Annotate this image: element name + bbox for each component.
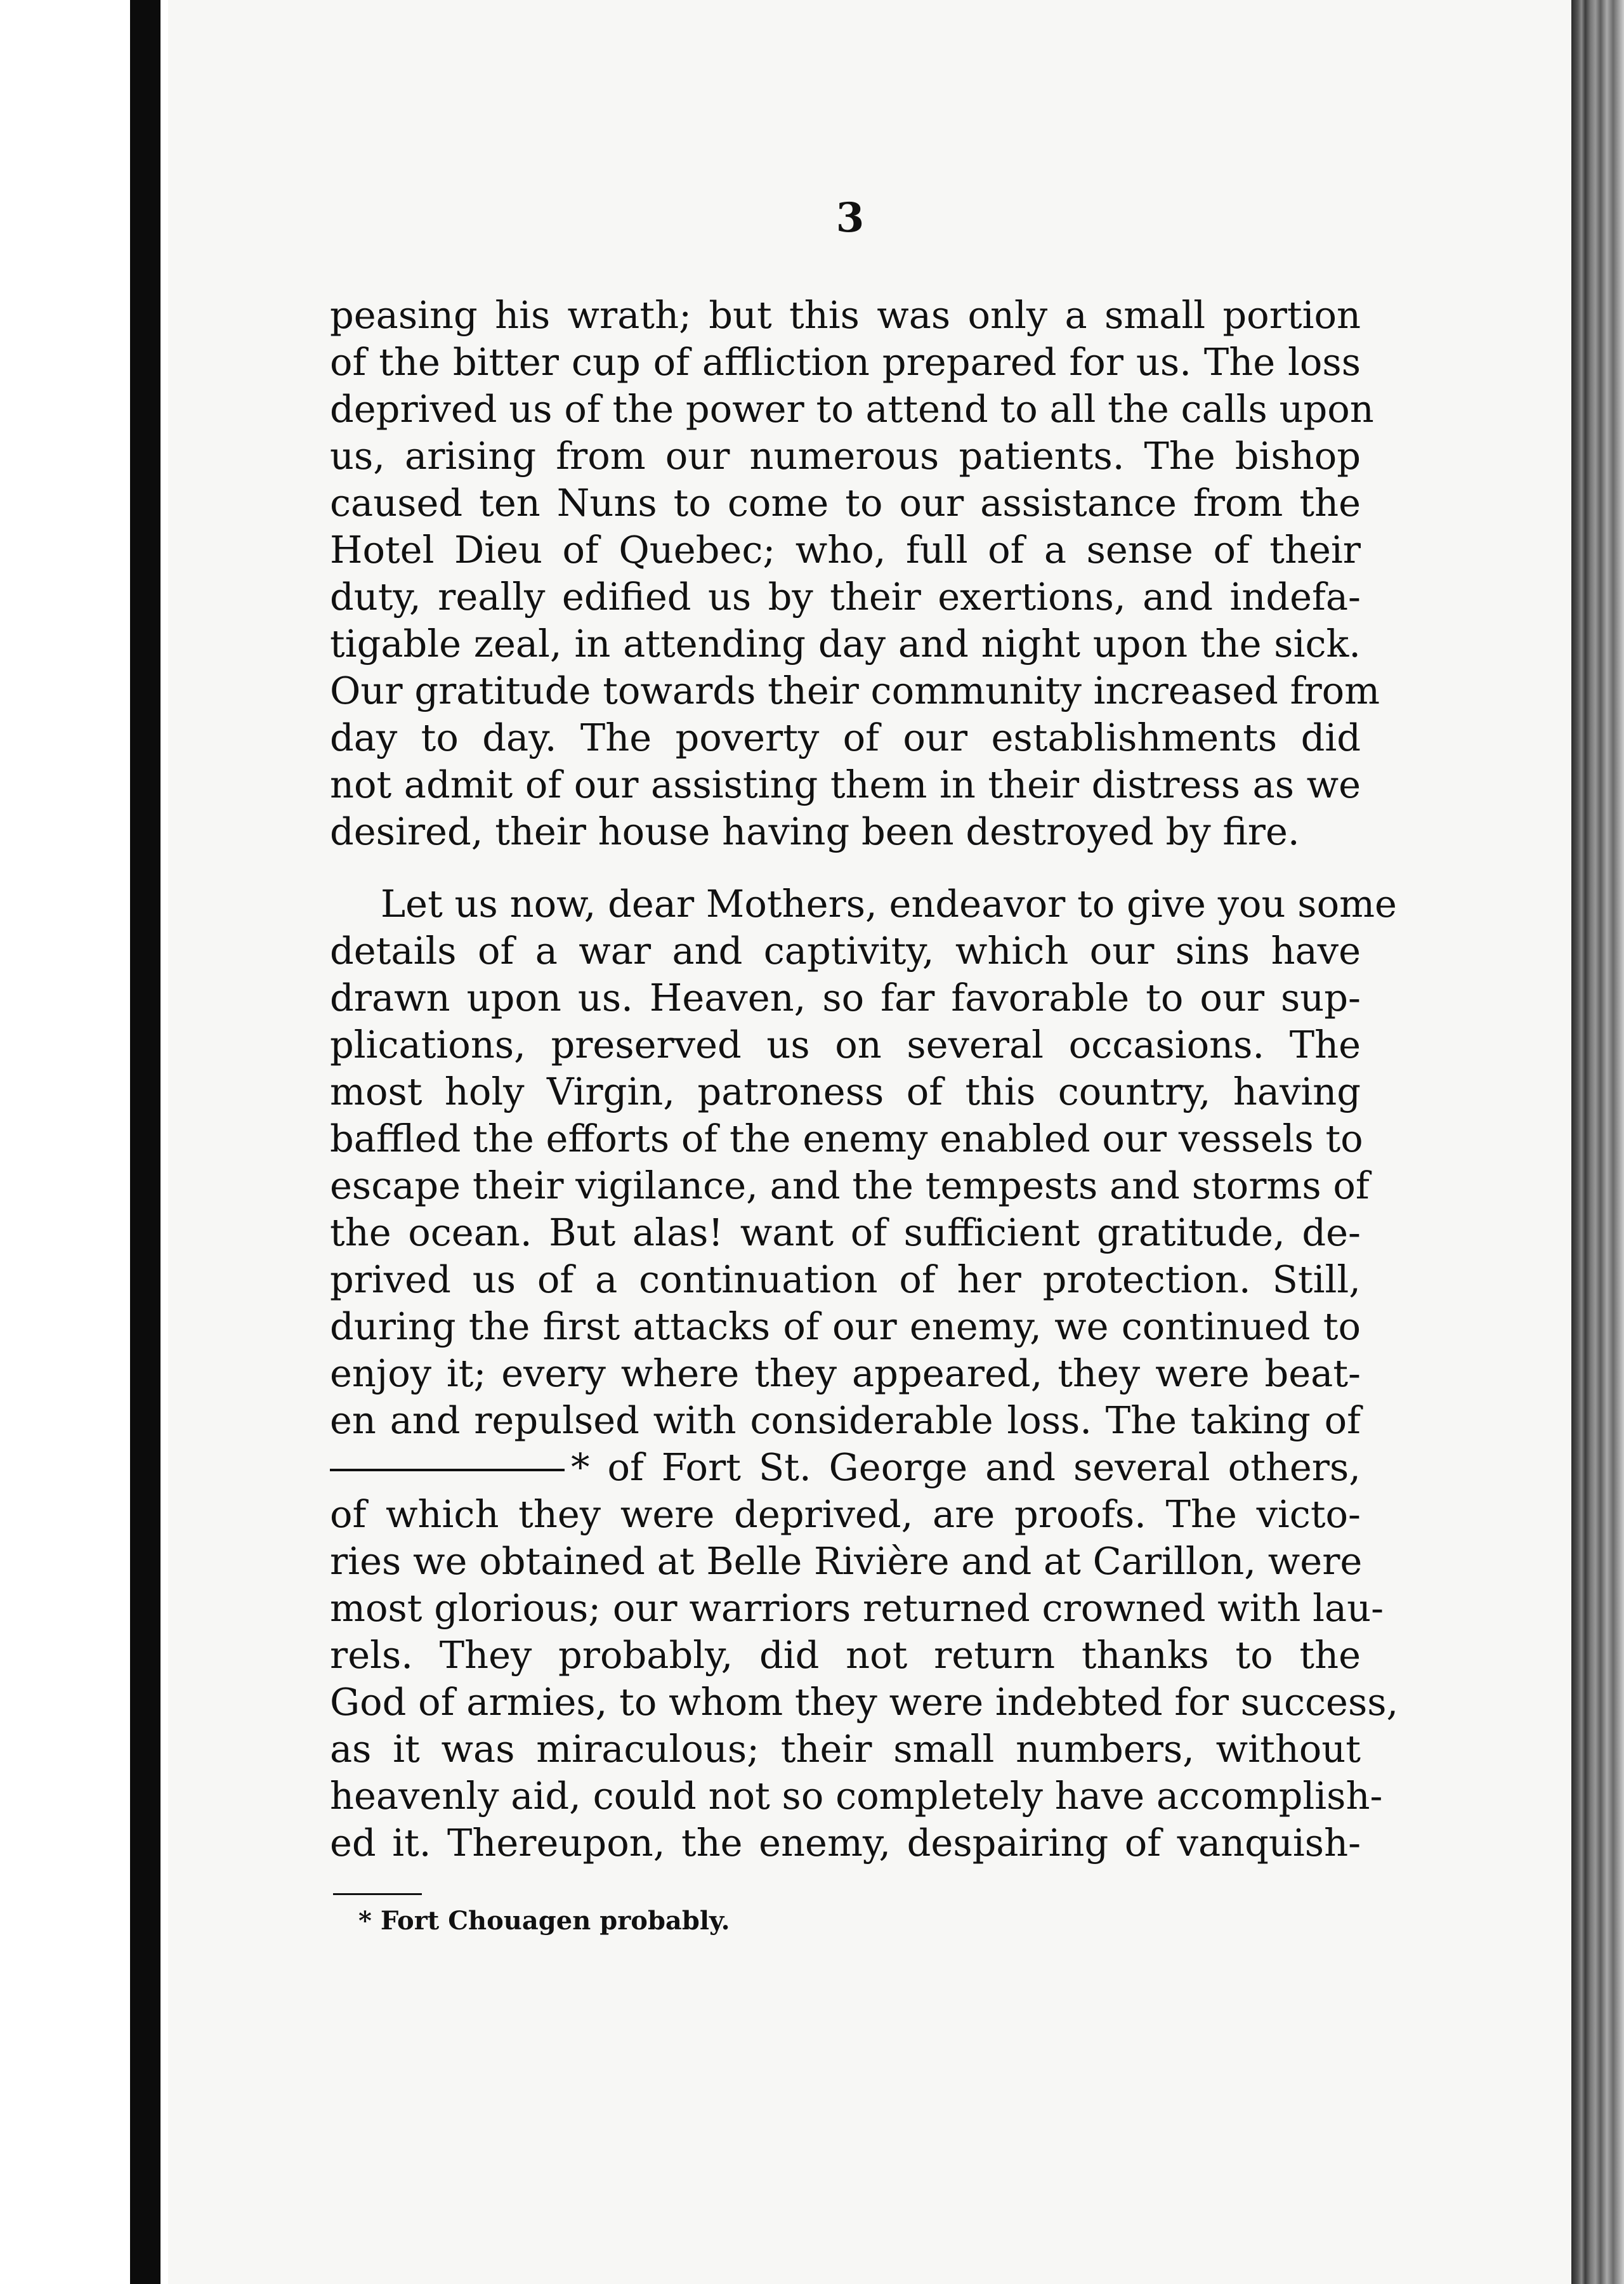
text-line: ries we obtained at Belle Rivière and at Carillon, were (330, 1539, 1363, 1583)
binding-edge (130, 0, 160, 2284)
text-line: en and repulsed with considerable loss. The taking of (330, 1398, 1361, 1442)
page-number: 3 (835, 194, 865, 242)
text-line: * of Fort St. George and several others, (571, 1445, 1361, 1489)
paragraph (330, 292, 1380, 855)
text-line: of which they were deprived, are proofs. The victo- (330, 1492, 1361, 1536)
text-line: ed it. Thereupon, the enemy, despairing of vanquish- (330, 1821, 1361, 1865)
text-line: us, arising from our numerous patients. The bishop (330, 434, 1361, 478)
footnote: * Fort Chouagen probably. (358, 1906, 730, 1936)
text-line: tigable zeal, in attending day and night upon the sick. (330, 622, 1361, 666)
text-line: Our gratitude towards their community increased from (330, 669, 1380, 712)
paragraph (330, 881, 1399, 1867)
text-line: plications, preserved us on several occasions. The (330, 1023, 1361, 1067)
text-line: details of a war and captivity, which our sins have (330, 929, 1361, 973)
text-line: of the bitter cup of affliction prepared for us. The loss (330, 340, 1361, 384)
text-line: prived us of a continuation of her protection. Still, (330, 1257, 1361, 1301)
text-line: Hotel Dieu of Quebec; who, full of a sense of their (330, 528, 1361, 572)
text-line: God of armies, to whom they were indebted for success, (330, 1680, 1399, 1724)
text-line: Let us now, dear Mothers, endeavor to give you some (381, 882, 1397, 926)
text-line: heavenly aid, could not so completely have accomplish- (330, 1774, 1383, 1818)
omission-rule (330, 1469, 565, 1471)
page-stack-edge (1571, 0, 1624, 2284)
paragraph-gap (330, 855, 1361, 881)
text-line: baffled the efforts of the enemy enabled our vessels to (330, 1117, 1363, 1160)
text-line: the ocean. But alas! want of sufficient gratitude, de- (330, 1211, 1361, 1254)
text-line: most holy Virgin, patroness of this country, having (330, 1070, 1361, 1113)
binding-gap (160, 0, 168, 2284)
text-line: most glorious; our warriors returned crowned with lau- (330, 1586, 1384, 1630)
body-text (330, 292, 1399, 1867)
text-line: peasing his wrath; but this was only a small portion (330, 293, 1361, 337)
text-line: caused ten Nuns to come to our assistance from the (330, 481, 1361, 525)
text-line: during the first attacks of our enemy, we continued to (330, 1304, 1361, 1348)
text-line: drawn upon us. Heaven, so far favorable to our sup- (330, 976, 1361, 1020)
text-line: as it was miraculous; their small numbers, without (330, 1727, 1361, 1771)
text-line: not admit of our assisting them in their distress as we (330, 763, 1361, 806)
text-line: rels. They probably, did not return thanks to the (330, 1633, 1361, 1677)
text-line: day to day. The poverty of our establishments did (330, 716, 1361, 759)
text-line-with-rule (330, 1444, 1361, 1491)
text-line: desired, their house having been destroyed by fire. (330, 810, 1300, 853)
text-line: enjoy it; every where they appeared, they were beat- (330, 1351, 1361, 1395)
footnote-rule (333, 1893, 422, 1895)
text-line: escape their vigilance, and the tempests and storms of (330, 1164, 1370, 1207)
text-line: deprived us of the power to attend to all the calls upon (330, 387, 1374, 431)
text-line: duty, really edified us by their exertions, and indefa- (330, 575, 1361, 619)
